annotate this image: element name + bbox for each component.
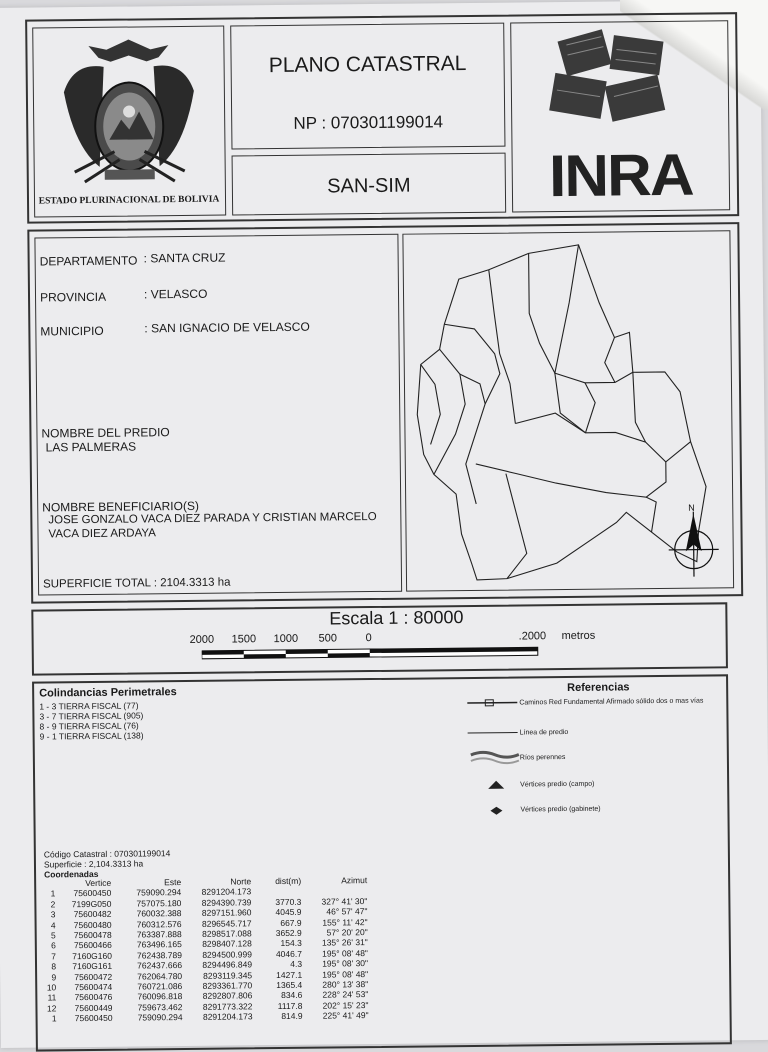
svg-text:N: N <box>688 502 695 513</box>
table-cell: 75600466 <box>73 940 112 951</box>
table-cell: 762438.789 <box>136 949 182 961</box>
table-cell: 3 <box>50 909 56 920</box>
table-cell: 667.9 <box>280 917 302 928</box>
table-cell: 228° 24' 53" <box>322 989 369 1001</box>
scale-title: Escala 1 : 80000 <box>329 607 464 629</box>
table-cell: 10 <box>46 982 57 993</box>
scale-tick-4: 0 <box>365 632 372 645</box>
table-cell: 759673.462 <box>137 1001 183 1013</box>
table-cell: 154.3 <box>280 938 302 949</box>
superficie-total: SUPERFICIE TOTAL : 2104.3313 ha <box>42 576 231 591</box>
beneficiario-line1: JOSE GONZALO VACA DIEZ PARADA Y CRISTIAN MARCELO <box>48 510 377 527</box>
table-cell: 75600480 <box>73 919 112 930</box>
table-cell: 75600472 <box>74 971 113 982</box>
table-cell: 75600478 <box>73 929 112 941</box>
table-cell: 9 <box>51 972 57 983</box>
table-cell: 11 <box>47 992 57 1003</box>
colindancia-3: 8 - 9 TIERRA FISCAL (76) <box>39 720 139 732</box>
municipio-value: : SAN IGNACIO DE VELASCO <box>144 319 310 336</box>
table-cell: 1427.1 <box>276 969 303 980</box>
col-azimut: Azimut <box>341 875 368 886</box>
north-arrow-icon <box>668 502 719 577</box>
table-cell: 155° 11' 42" <box>322 916 368 928</box>
table-cell: 1 <box>50 888 56 899</box>
table-cell: 327° 41' 30" <box>321 895 368 907</box>
bolivia-coat-of-arms-icon <box>33 31 225 203</box>
table-cell: 3652.9 <box>275 927 302 939</box>
col-vertice: Vertice <box>85 877 112 889</box>
region-box <box>232 153 507 216</box>
table-cell: 7199G050 <box>71 898 112 910</box>
table-cell: 1365.4 <box>276 979 303 991</box>
table-cell: 4046.7 <box>275 948 302 959</box>
scale-tick-0: 2000 <box>189 633 215 646</box>
col-norte: Norte <box>230 876 252 887</box>
table-cell: 8291204.173 <box>201 886 252 898</box>
table-cell: 760312.576 <box>136 918 182 930</box>
legend-linea-predio: Línea de predio <box>519 728 569 737</box>
table-cell <box>303 885 369 896</box>
table-cell: 75600474 <box>74 981 113 993</box>
scale-tick-2: 1000 <box>273 632 299 646</box>
table-cell: 4045.9 <box>275 907 302 918</box>
table-cell: 8298407.128 <box>202 938 252 950</box>
col-dist: dist(m) <box>275 875 302 887</box>
table-cell: 12 <box>46 1003 57 1014</box>
table-cell: 8296545.717 <box>201 917 252 929</box>
region-code: SAN-SIM <box>327 174 411 198</box>
colindancia-2: 3 - 7 TIERRA FISCAL (905) <box>39 710 144 722</box>
table-cell: 75600449 <box>74 1002 113 1014</box>
provincia-value: : VELASCO <box>143 286 208 302</box>
table-cell: 5 <box>50 930 56 941</box>
info-box <box>34 234 402 596</box>
table-cell: 195° 08' 48" <box>322 947 368 959</box>
referencias-title: Referencias <box>567 681 630 694</box>
table-cell: 57° 20' 20" <box>326 927 368 938</box>
table-cell: 8294500.999 <box>202 949 252 960</box>
table-cell: 8292807.806 <box>202 990 253 1002</box>
table-cell: 834.6 <box>281 990 303 1001</box>
document-title: PLANO CATASTRAL <box>268 52 467 78</box>
table-cell: 75600450 <box>74 1013 113 1024</box>
location-map-box <box>402 230 734 591</box>
scale-tick-3: 500 <box>318 632 338 645</box>
table-cell: 757075.180 <box>136 897 182 909</box>
beneficiario-line2: VACA DIEZ ARDAYA <box>48 527 156 541</box>
table-cell: 759090.294 <box>137 1012 183 1023</box>
table-cell: 2 <box>50 899 56 910</box>
scale-tick-1: 1500 <box>231 633 257 646</box>
logo-box <box>510 20 730 212</box>
table-cell: 7160G160 <box>72 950 112 962</box>
table-cell: 195° 08' 48" <box>322 968 369 980</box>
table-cell: 763496.165 <box>136 939 182 950</box>
beneficiario-label: NOMBRE BENEFICIARIO(S) <box>42 498 199 515</box>
np-number: NP : 070301199014 <box>293 112 444 133</box>
table-cell: 8294496.849 <box>202 959 253 971</box>
legend-caminos: Caminos Red Fundamental Afirmado sólido dos o mas vías <box>519 697 704 707</box>
legend-vertices-gabinete: Vértices predio (gabinete) <box>520 805 601 814</box>
codigo-catastral: Código Catastral : 070301199014 <box>43 848 171 860</box>
legend-rios: Ríos perennes <box>519 754 566 762</box>
colindancia-4: 9 - 1 TIERRA FISCAL (138) <box>39 730 144 742</box>
table-cell: 762437.666 <box>137 960 183 971</box>
table-cell: 46° 57' 47" <box>326 906 368 917</box>
shield-box <box>32 26 226 218</box>
departamento-value: : SANTA CRUZ <box>143 250 226 266</box>
table-cell: 135° 26' 31" <box>321 937 368 949</box>
table-cell: 1 <box>51 1013 57 1024</box>
predio-value: LAS PALMERAS <box>45 439 137 455</box>
coord-superficie: Superficie : 2,104.3313 ha <box>43 858 144 870</box>
provincia-label: PROVINCIA <box>39 289 107 305</box>
table-cell: 8298517.088 <box>202 928 252 939</box>
table-cell: 8297151.960 <box>201 907 252 919</box>
table-cell: 763387.888 <box>136 929 182 940</box>
shield-caption: ESTADO PLURINACIONAL DE BOLIVIA <box>38 194 220 207</box>
table-cell: 762064.780 <box>137 970 183 982</box>
table-cell: 195° 08' 30" <box>322 958 369 969</box>
table-cell: 4 <box>50 919 56 931</box>
table-cell: 760032.388 <box>136 908 182 919</box>
table-cell: 8294390.739 <box>201 897 252 908</box>
title-box <box>230 23 505 150</box>
table-cell: 1117.8 <box>277 1000 303 1011</box>
table-cell <box>253 886 303 897</box>
table-cell: 760096.818 <box>137 991 183 1002</box>
bolivia-location-map <box>403 231 733 590</box>
table-cell: 759090.294 <box>136 887 182 898</box>
table-cell: 8291204.173 <box>202 1011 253 1023</box>
table-cell: 8291773.322 <box>202 1001 253 1012</box>
municipio-label: MUNICIPIO <box>40 323 104 339</box>
inra-logo-text: INRA <box>548 142 693 210</box>
table-cell: 814.9 <box>281 1011 303 1022</box>
table-cell: 8293119.345 <box>203 969 253 981</box>
table-cell: 6 <box>51 940 56 951</box>
col-este: Este <box>164 877 182 888</box>
table-cell: 202° 15' 23" <box>322 999 369 1011</box>
legend-symbols <box>465 692 526 823</box>
table-cell: 8293361.770 <box>202 980 253 991</box>
table-cell: 75600476 <box>74 992 113 1003</box>
table-cell: 8 <box>51 961 57 972</box>
table-cell: 7 <box>51 951 56 962</box>
inra-logo-icon <box>511 23 728 145</box>
scale-unit: metros <box>561 629 596 643</box>
colindancia-1: 1 - 3 TIERRA FISCAL (77) <box>39 700 139 712</box>
colindancias-title: Colindancias Perimetrales <box>39 686 177 700</box>
table-cell: 75600450 <box>73 888 112 899</box>
departamento-label: DEPARTAMENTO <box>39 253 138 269</box>
scale-tick-5: .2000 <box>518 630 547 643</box>
coordenadas-title: Coordenadas <box>44 868 99 880</box>
table-cell: 75600482 <box>73 908 112 920</box>
coordinates-table <box>41 875 371 1024</box>
table-cell: 280° 13' 38" <box>322 979 369 990</box>
table-cell: 3770.3 <box>275 896 302 907</box>
table-cell: 7160G161 <box>72 961 113 972</box>
table-cell: 225° 41' 49" <box>322 1010 369 1021</box>
table-cell: 760721.086 <box>137 981 183 992</box>
predio-label: NOMBRE DEL PREDIO <box>41 425 170 441</box>
legend-vertices-campo: Vértices predio (campo) <box>520 780 595 789</box>
table-cell: 4.3 <box>290 959 303 970</box>
